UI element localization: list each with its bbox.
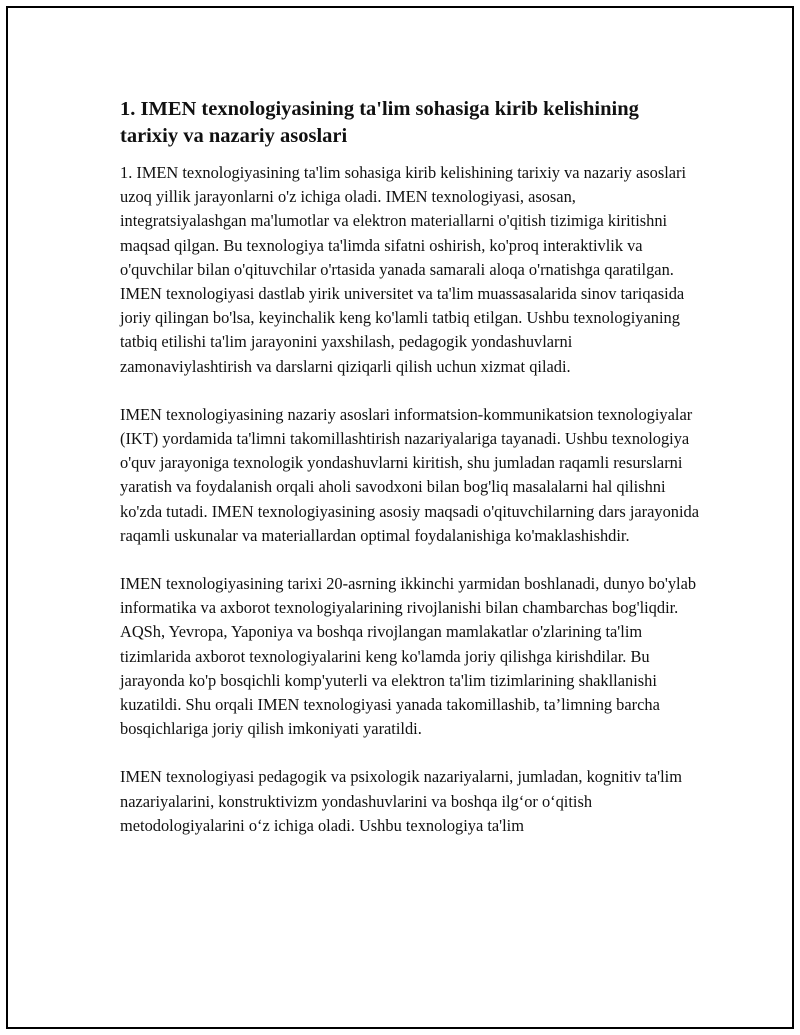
paragraph-theory: IMEN texnologiyasining nazariy asoslari informatsion-kommunikatsion texnologiyalar (IKT) yordamida ta'limni takomillashtirish nazariyalariga tayanadi. Ushbu texnologiya o'quv jarayoniga texnologik yondashuvlarni kiritish, shu jumladan raqamli resurslarni yaratish va foydalanish orqali aholi savodxoni bilan bog'liq masalalarni hal qilishni ko'zda tutadi. IMEN texnologiyasining asosiy maqsadi o'qituvchilarning dars jarayonida raqamli uskunalar va materiallardan optimal foydalanishiga ko'maklashishdir. [120,404,700,545]
page-frame [6,6,794,1029]
paragraph-intro: 1. IMEN texnologiyasining ta'lim sohasiga kirib kelishining tarixiy va nazariy asoslari uzoq yillik jarayonlarni o'z ichiga oladi. IMEN texnologiyasi, asosan, integratsiyalashgan ma'lumotlar va elektron materiallarni o'qitish tizimiga kiritishni maqsad qilgan. Bu texnologiya ta'limda sifatni oshirish, ko'proq interaktivlik va o'quvchilar bilan o'qituvchilar o'rtasida yanada samarali aloqa o'rnatishga qaratilgan. IMEN texnologiyasi dastlab yirik universitet va ta'lim muassasalarida sinov tariqasida joriy qilingan bo'lsa, keyinchalik keng ko'lamli tatbiq etilgan. Ushbu texnologiyaning tatbiq etilishi ta'lim jarayonini yaxshilash, pedagogik yondashuvlarni zamonaviylashtirish va darslarni qiziqarli qilish uchun xizmat qiladi. [120,163,687,376]
paragraph-history: IMEN texnologiyasining tarixi 20-asrning ikkinchi yarmidan boshlanadi, dunyo bo'ylab informatika va axborot texnologiyalarining rivojlanishi bilan chambarchas bog'liqdir. AQSh, Yevropa, Yaponiya va boshqa rivojlangan mamlakatlar o'zlarining ta'lim tizimlarida axborot texnologiyalarini keng ko'lamda joriy qilishga kirishdilar. Bu jarayonda ko'p bosqichli komp'yuterli va elektron ta'lim tizimlarining shakllanishi kuzatildi. Shu orqali IMEN texnologiyasi yanada takomillashib, ta’limning barcha bosqichlariga joriy qilish imkoniyati yaratildi. [120,574,697,739]
paragraph-pedagogy: IMEN texnologiyasi pedagogik va psixologik nazariyalarni, jumladan, kognitiv ta'lim nazariyalarini, konstruktivizm yondashuvlarini va boshqa ilg‘or o‘qitish metodologiyalarini o‘z ichiga oladi. Ushbu texnologiya ta'lim [120,767,682,835]
section-heading: 1. IMEN texnologiyasining ta'lim sohasiga kirib kelishining tarixiy va nazariy asoslari [120,98,639,147]
document-body [120,96,700,838]
